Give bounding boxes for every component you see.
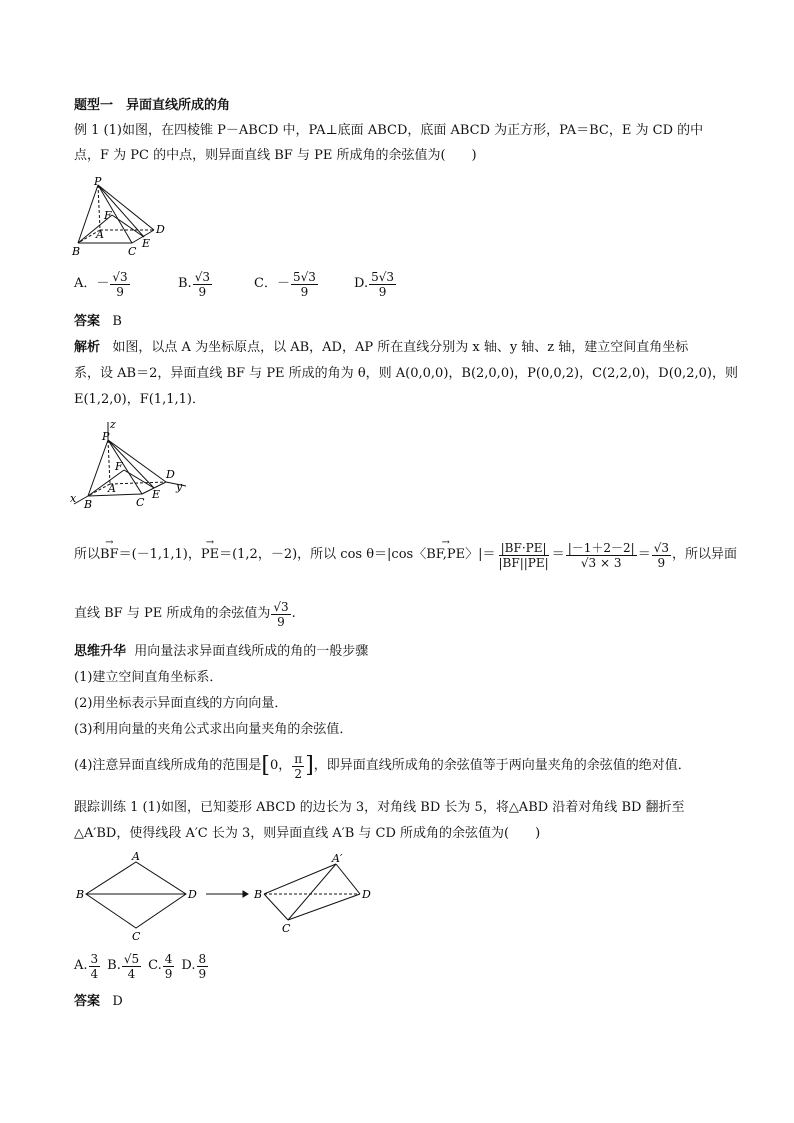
label-fold-c: C: [282, 922, 291, 935]
label-p-2: P: [102, 430, 110, 443]
label-fold-a-prime: A′: [332, 852, 343, 865]
trace-option-a: A. $\frac{3}{4}$: [74, 951, 99, 981]
trace-line-1: 跟踪训练 1 (1)如图，已知菱形 ABCD 的边长为 3，对角线 BD 长为 5，将△ABD 沿着对角线 BD 翻折至: [74, 800, 685, 815]
thinking-heading: 思维升华 用向量法求异面直线所成的角的一般步骤: [74, 644, 369, 659]
solution-line-2: 系，设 AB＝2，异面直线 BF 与 PE 所成的角为 θ，则 A(0,0,0)，B(2,0,0)，P(0,0,2)，C(2,2,0)，D(0,2,0)，则: [74, 366, 738, 381]
example-1-answer: 答案 B: [74, 314, 122, 329]
label-f-2: F: [115, 460, 123, 473]
thinking-step-4: (4)注意异面直线所成角的范围是 [ 0， $\frac{\pi}{2}$ ] ，即异面直线所成角的余弦值等于两向量夹角的余弦值的绝对值．: [74, 751, 691, 781]
axis-label-x: x: [70, 492, 77, 505]
label-a: A: [96, 228, 104, 241]
example-1-line-1: 例 1 (1)如图，在四棱锥 P－ABCD 中，PA⊥底面 ABCD，底面 ABCD 为正方形，PA＝BC，E 为 CD 的中: [74, 123, 704, 138]
option-d: D. $\frac{5√3}{9}$: [354, 269, 395, 299]
pyramid-figure: [70, 175, 180, 260]
axis-label-z: z: [110, 418, 116, 431]
solution-line-3: E(1,2,0)，F(1,1,1)．: [74, 392, 205, 407]
label-e-2: E: [152, 488, 161, 501]
example-1-options: [74, 268, 397, 300]
label-b-2: B: [84, 498, 93, 510]
solution-calculation: 所以 → BF ＝(－1,1,1)， → PE ＝(1,2，－2)，所以 cos θ＝|cos〈 → BF,PE 〉|＝ $\frac{|BF\cdot PE|}{|BF||PE|}$ ＝ $\frac{|-1+2-2|}{√3 \times 3}$ ＝ $\frac{√3}{9}$ ，所以异面: [74, 530, 737, 580]
thinking-step-2: (2)用坐标表示异面直线的方向向量．: [74, 696, 288, 711]
option-b: B. $\frac{√3}{9}$: [178, 269, 210, 299]
label-a-2: A: [108, 482, 116, 495]
example-1-line-2: 点，F 为 PC 的中点，则异面直线 BF 与 PE 所成角的余弦值为( ): [74, 148, 477, 163]
trace-option-b: B. $\frac{√5}{4}$: [107, 951, 140, 981]
section-title: 题型一 异面直线所成的角: [74, 98, 231, 113]
label-rhombus-a: A: [132, 850, 140, 863]
label-f: F: [104, 209, 112, 222]
option-a: A．－ $\frac{√3}{9}$: [74, 269, 128, 299]
solution-conclusion: 直线 BF 与 PE 所成角的余弦值为 $\frac{√3}{9}$ .: [74, 599, 296, 629]
coordinate-pyramid-figure: [68, 418, 198, 510]
label-c-2: C: [136, 496, 145, 509]
option-c: C．－ $\frac{5√3}{9}$: [254, 269, 316, 299]
trace-answer: 答案 D: [74, 994, 123, 1009]
label-rhombus-b: B: [76, 888, 85, 901]
trace-line-2: △A′BD，使得线段 A′C 长为 3，则异面直线 A′B 与 CD 所成角的余弦值为( ): [74, 826, 541, 841]
thinking-step-3: (3)利用向量的夹角公式求出向量夹角的余弦值．: [74, 722, 353, 737]
thinking-step-1: (1)建立空间直角坐标系．: [74, 670, 223, 685]
label-b: B: [72, 245, 81, 258]
label-fold-d: D: [362, 888, 371, 901]
label-c: C: [128, 245, 137, 258]
label-fold-b: B: [254, 888, 263, 901]
label-d-2: D: [166, 468, 175, 481]
solution-line-1: 解析 如图，以点 A 为坐标原点，以 AB，AD，AP 所在直线分别为 x 轴、y 轴、z 轴，建立空间直角坐标: [74, 340, 689, 355]
label-d: D: [156, 223, 165, 236]
trace-option-c: C. $\frac{4}{9}$: [148, 951, 173, 981]
rhombus-fold-figure: [72, 850, 392, 946]
label-p: P: [94, 175, 102, 188]
label-rhombus-c: C: [132, 930, 141, 943]
trace-option-d: D. $\frac{8}{9}$: [181, 951, 207, 981]
trace-options: [74, 950, 209, 982]
label-e: E: [142, 237, 151, 250]
axis-label-y: y: [176, 480, 183, 493]
label-rhombus-d: D: [188, 888, 197, 901]
